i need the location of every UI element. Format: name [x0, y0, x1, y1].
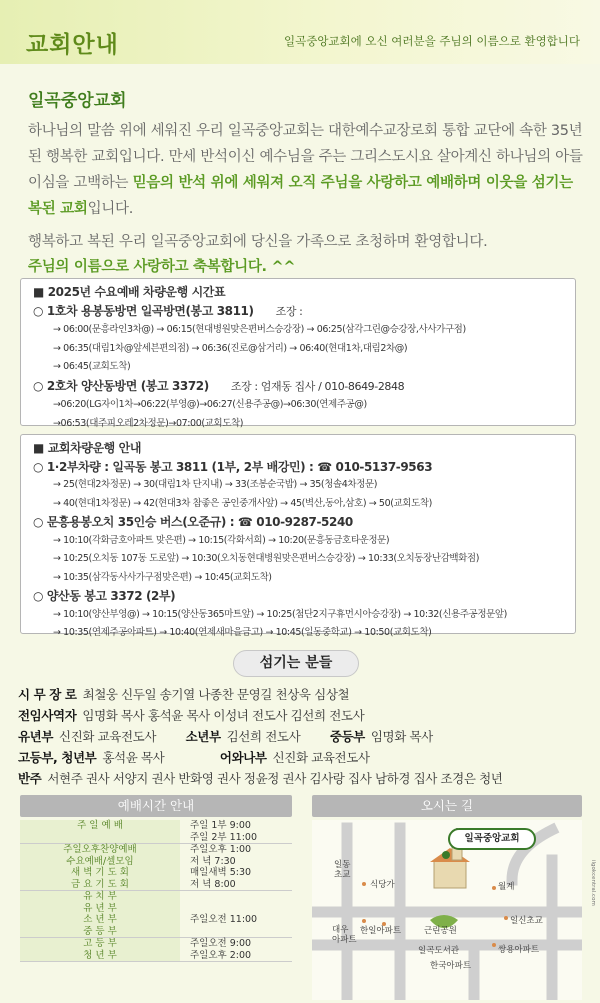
worship-service-name: 중 등 부 — [20, 926, 180, 938]
bus-r1-line1: → 25(현대2차정문) → 30(대림1차 단지내) → 33(조봉순국밥) → 35(청솔4차정문) — [53, 479, 378, 490]
church-bus-schedule — [20, 434, 576, 638]
staff-names: 임명화 목사 — [370, 729, 433, 744]
worship-service-time: 매일새벽 5:30 — [190, 867, 252, 878]
header-tagline: 일곡중앙교회에 오신 여러분을 주님의 이름으로 환영합니다 — [284, 34, 580, 48]
staff-list — [18, 684, 588, 789]
church-bus-title: ■ 교회차량운행 안내 — [33, 441, 142, 455]
worship-service-name: 소 년 부 — [20, 914, 180, 926]
bus-r1-title: ○ 1·2부차량 : 일곡동 봉고 3811 (1부, 2부 배강민) : ☎ 010-5137-9563 — [33, 459, 433, 474]
route2-contact: 조장 : 엄재동 집사 / 010-8649-2848 — [230, 379, 405, 393]
staff-names: 서현주 권사 서양지 권사 반화영 권사 정윤정 권사 김사랑 집사 남하경 집사 조경은 청년 — [47, 771, 503, 786]
map-label-ssangyong: 쌍용아파트 — [498, 945, 540, 955]
staff-row — [18, 726, 588, 747]
worship-row — [20, 856, 292, 868]
map-label-hanil: 한일아파트 — [360, 926, 402, 936]
intro-end: 입니다. — [87, 201, 134, 217]
worship-service-time: 주일오전 11:00 — [190, 914, 258, 925]
worship-times-table — [20, 820, 292, 962]
route2-title — [33, 377, 567, 397]
welcome-text: 행복하고 복된 우리 일곡중앙교회에 당신을 가족으로 초청하며 환영합니다. — [28, 234, 488, 250]
staff-row — [18, 768, 588, 789]
map-roads — [312, 820, 582, 1000]
staff-row — [18, 705, 588, 726]
worship-row — [20, 867, 292, 879]
bus-r1-stops — [33, 476, 567, 513]
worship-service-time: 주일오후 2:00 — [180, 950, 292, 962]
map-label-restaurants: 식당가 — [370, 880, 395, 890]
worship-service-time — [180, 926, 292, 938]
bus-r3-stops — [33, 606, 567, 643]
staff-role: 고등부, 청년부 — [18, 750, 97, 765]
staff-role: 소년부 — [185, 729, 221, 744]
worship-service-time — [180, 891, 292, 903]
worship-service-name — [20, 832, 180, 844]
bus-r2-line2: → 10:25(오치동 107동 도로앞) → 10:30(오치동현대병원맞은편버스승강장) → 10:33(오치동장난감백화점) — [53, 553, 480, 564]
bus-r2-stops — [33, 532, 567, 588]
bus-r3-line2: → 10:35(연제주공아파트) → 10:40(연제새마을금고) → 10:45(일동중학교) → 10:50(교회도착) — [53, 627, 432, 638]
worship-service-name: 새 벽 기 도 회 — [20, 867, 180, 879]
bus-r1-line2: → 40(현대1차정문) → 42(현대3차 참좋은 공인중개사앞) → 45(벽산,동아,삼호) → 50(교회도착) — [53, 497, 432, 509]
header-banner — [0, 0, 600, 64]
bus-r3-title: ○ 양산동 봉고 3372 (2부) — [33, 589, 176, 603]
staff-row — [18, 747, 588, 768]
route1-title — [33, 302, 567, 322]
worship-service-name: 금 요 기 도 회 — [20, 879, 180, 891]
staff-names: 신진화 교육전도사 — [272, 750, 370, 765]
bus-r2-title: ○ 문흥용봉오치 35인승 버스(오준규) : ☎ 010-9287-5240 — [33, 515, 353, 529]
route2-name: ○ 2호차 양산동방면 (봉고 3372) — [33, 378, 209, 393]
staff-role: 어와나부 — [219, 750, 267, 765]
route1-line1: → 06:00(문흥라인3차@) → 06:15(현대병원맞은편버스승강장) → 06:25(삼각그린@승강장,사사가구점) — [53, 324, 466, 335]
map-label-library: 일곡도서관 — [418, 946, 460, 956]
worship-service-name: 주일오후찬양예배 — [20, 844, 180, 856]
staff-names: 김선희 전도사 — [226, 729, 301, 744]
route1-name: ○ 1호차 용봉동방면 일곡방면(봉고 3811) — [33, 303, 254, 318]
staff-names: 신진화 교육전도사 — [59, 729, 157, 744]
worship-service-time — [180, 903, 292, 915]
welcome-blessing: 주님의 이름으로 사랑하고 축복합니다. ^^ — [28, 259, 296, 275]
wednesday-bus-schedule — [20, 278, 576, 429]
map-label-daewoo: 대우 아파트 — [332, 925, 357, 945]
worship-row — [20, 879, 292, 891]
map-label-wolgye: 월계 — [498, 882, 515, 892]
bus-r3-line1: → 10:10(양산부영@) → 10:15(양산동365마트앞) → 10:25(첨단2지구휴먼시아승강장) → 10:32(신용주공정문앞) — [53, 608, 507, 620]
side-credit: ilgokcentral.com — [590, 860, 596, 906]
staff-role: 중등부 — [329, 729, 365, 744]
staff-role: 시 무 장 로 — [18, 687, 77, 702]
worship-row — [20, 891, 292, 903]
worship-service-time: 주일오후 1:00 — [190, 844, 252, 855]
map-label-elementary: 일동 초교 — [334, 860, 351, 880]
worship-service-time: 주일 2부 11:00 — [180, 832, 292, 844]
worship-row — [20, 832, 292, 844]
staff-names: 임명화 목사 홍석윤 목사 이성녀 전도사 김선희 전도사 — [82, 708, 365, 723]
page-title: 교회안내 — [26, 32, 119, 58]
map-label-hankook: 한국아파트 — [430, 961, 472, 971]
worship-service-name: 유 년 부 — [20, 903, 180, 915]
worship-row — [20, 903, 292, 915]
directions-map — [312, 820, 582, 1000]
route1-line3: → 06:45(교회도착) — [53, 361, 131, 372]
worship-service-time: 주일오전 9:00 — [190, 938, 252, 949]
route1-contact: 조장 : — [275, 304, 303, 318]
staff-section-title: 섬기는 분들 — [233, 650, 359, 677]
route1-line2: → 06:35(대림1차@앞세븐편의점) → 06:36(진로@삼거리) → 06:40(현대1차,대림2차@) — [53, 342, 408, 354]
staff-row — [18, 684, 588, 705]
staff-role: 유년부 — [18, 729, 54, 744]
welcome-paragraph — [28, 230, 583, 280]
staff-names: 최철웅 신두일 송기열 나종찬 문영길 천상욱 심상철 — [82, 687, 350, 702]
worship-service-time: 저 녁 8:00 — [180, 879, 292, 891]
map-label-park: 근린공원 — [424, 926, 457, 936]
intro-text: 하나님의 말씀 위에 세워진 우리 일곡중앙교회는 대한예수교장로회 통합 교단에 속한 35년 된 행복한 교회입니다. 만세 반석이신 예수님을 주는 그리스도시요 살아계신 하나님의 아들이심을 고백하는 — [28, 123, 583, 191]
worship-row — [20, 844, 292, 856]
worship-service-time: 저 녁 7:30 — [190, 855, 236, 867]
route2-line1: →06:20(LG자이1차→06:22(부영@)→06:27(신용주공@)→06:30(연제주공@) — [53, 399, 367, 410]
worship-times-header: 예배시간 안내 — [20, 795, 292, 817]
intro-highlight: 믿음의 반석 위에 세워져 오직 주님을 사랑하고 예배하며 이웃을 섬기는 복된 교회 — [28, 175, 573, 217]
map-label-ilsin: 일신초교 — [510, 916, 543, 926]
bus-r2-line3: → 10:35(삼각동사사가구점맞은편) → 10:45(교회도착) — [53, 571, 272, 583]
wednesday-bus-title: ■ 2025년 수요예배 차량운행 시간표 — [33, 285, 226, 299]
intro-paragraph — [28, 118, 583, 222]
directions-header: 오시는 길 — [312, 795, 582, 817]
bus-r2-line1: → 10:10(각화금호아파트 맞은편) → 10:15(각화서희) → 10:20(문흥동금호타운정문) — [53, 534, 390, 546]
map-church-label: 일곡중앙교회 — [448, 828, 536, 850]
staff-names: 홍석윤 목사 — [102, 750, 165, 765]
route2-stops — [33, 396, 567, 433]
location-pin-icon — [442, 851, 450, 859]
worship-row — [20, 950, 292, 962]
route1-stops — [33, 321, 567, 377]
worship-service-name: 수요예배/셀모임 — [20, 856, 180, 868]
worship-row — [20, 820, 292, 832]
worship-row — [20, 938, 292, 950]
worship-row — [20, 914, 292, 926]
worship-service-name: 청 년 부 — [20, 950, 180, 962]
worship-service-name: 주 일 예 배 — [20, 820, 180, 832]
worship-service-time: 주일 1부 9:00 — [190, 820, 251, 831]
staff-role: 전임사역자 — [18, 708, 77, 723]
worship-service-name: 고 등 부 — [20, 938, 180, 950]
worship-row — [20, 926, 292, 938]
church-name: 일곡중앙교회 — [28, 91, 127, 111]
worship-service-name: 유 치 부 — [20, 891, 180, 903]
staff-role: 반주 — [18, 771, 42, 786]
route2-line2: →06:53(대주피오레2차정문)→07:00(교회도착) — [53, 417, 244, 429]
